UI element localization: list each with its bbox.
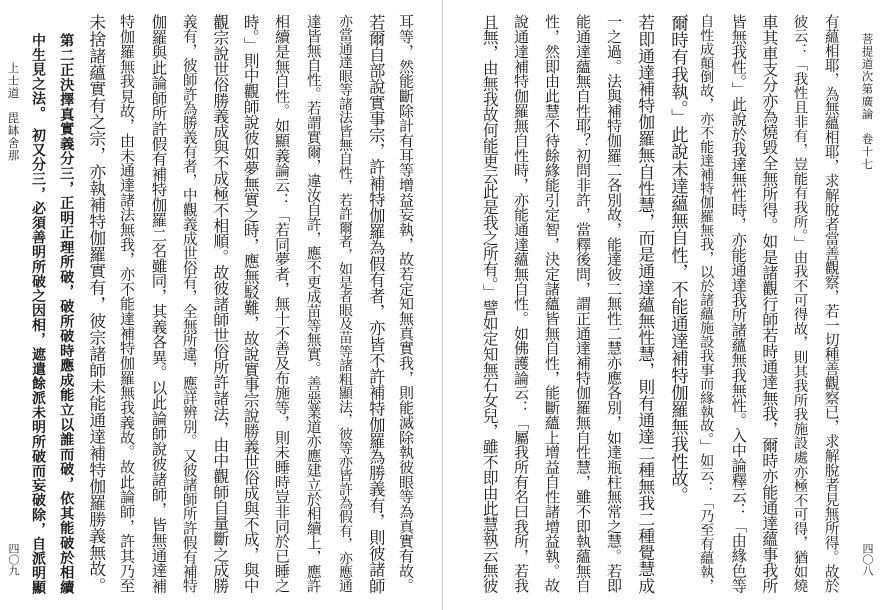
- text-column: 車其車支分亦為燒毀全無所得。如是諸觀行師若時通達無我，爾時亦能通達蘊事我所: [759, 14, 779, 594]
- text-column: 達皆無自性。若謂實爾，違汝自許，應不更成苗等無實。善惡業道亦應建立於相續上，應許: [304, 14, 322, 593]
- text-column: 一之過。法與補特伽羅二各別故，能達彼二無性二慧亦應各別，如達瓶柱無常之慧。若即: [605, 14, 624, 593]
- text-column: 時。」則中觀師說彼如夢無實之時，應無駁難，故說實事宗說勝義世俗成與不成，與中: [241, 14, 261, 594]
- text-column: 自性成顛倒故，亦不能達補特伽羅無我，以於諸蘊施設我事而緣執故。」如云：「乃至有蘊執，: [698, 14, 715, 593]
- text-column: 若爾自部說實事宗，許補特伽羅為假有者，亦皆不許補特伽羅為勝義有，則彼諸師: [366, 14, 386, 594]
- left-page-number: 四〇九: [7, 543, 20, 576]
- text-column: 耳等，然能斷除計有耳等增益妄執，故若定知無真實我，則能滅除執彼眼等為真實有故。: [397, 14, 416, 593]
- text-column: 性，然即由此慧不待餘緣能引定智，決定諸蘊皆無自性，能斷蘊上增益自性諸增益執。故: [543, 14, 562, 593]
- section-heading-column: 中生見之法。 初又分三，必須善明所破之因相，遮遣餘派未明所破而妄破除，自派明顯: [30, 33, 46, 596]
- text-column: 皆無我性。」此說於我達無性時，亦能通達我所諸蘊無我無性。入中論釋云：「由緣色等: [729, 14, 748, 593]
- section-heading-column: 第二正決擇真實義分三，正明正理所破，破所破時應成能立以誰而破，依其能破於相續: [58, 33, 75, 595]
- text-column: 說通達補特伽羅無自性時，亦能通達蘊無自性。如佛護論云：「屬我所有名曰我所，若我: [512, 14, 531, 593]
- right-running-head: 菩提道次第廣論 卷十七: [860, 33, 875, 171]
- text-column: 特伽羅無我見故，由未通達諸法無我，亦不能達補特伽羅無我義故。故此論師，許其乃至: [118, 14, 137, 593]
- left-running-head: 上士道 毘缽舍那: [6, 62, 21, 162]
- text-column: 若即通達補特伽羅無自性慧，而是通達蘊無性慧，則有通達二種無我二種覺慧成: [635, 14, 656, 594]
- text-column: 爾時有我執。」此說未達蘊無自性，不能通達補特伽羅無我性故。: [667, 14, 688, 505]
- right-page-number: 四〇八: [861, 543, 874, 576]
- text-column: 亦當通達眼等諸法皆無自性，若許爾者，如是者眼及苗等諸粗顯法，彼等亦皆許為假有，亦應通: [335, 14, 352, 593]
- text-column: 彼云：「我性且非有，豈能有我所。」由我不可得故，則其我所我施設處亦極不可得，猶如燒: [791, 14, 808, 593]
- text-column: 伽羅與此論師所許假有補特伽羅二名雖同，其義各異。以此論師說彼諸師，皆無通達補: [149, 14, 168, 594]
- text-column: 能通達蘊無自性耶？初問非許，當釋後問，謂正通達補特伽羅無自性慧，雖不即執蘊無自: [574, 14, 593, 593]
- text-column: 有蘊相耶，為無蘊相耶，求解脫者當善觀察，若一切種善觀察已，求解脫者見無所得。故於: [822, 14, 840, 593]
- gutter: [442, 0, 443, 610]
- text-column: 未捨諸蘊實有之宗，亦執補特伽羅實有，彼宗諸師未能通達補特伽羅勝義無故。: [86, 14, 107, 594]
- text-column: 且無，由無我故何能更云此是我之所有。」譬如定知無石女兒，雖不即由此慧執云無彼: [480, 14, 500, 594]
- text-column: 義有，彼師許為勝義有者，中觀義成世俗有，全無所違，應詳辨別。又彼諸師所許假有補特: [180, 14, 198, 593]
- text-column: 觀宗說世俗勝義成與不成極不相順。故彼諸師世俗所許諸法，由中觀師自量斷之成勝: [210, 14, 230, 594]
- text-column: 相續是無自性。如顯義論云：「若同夢者，無十不善及布施等，則未睡時豈非同於已睡之: [273, 14, 292, 593]
